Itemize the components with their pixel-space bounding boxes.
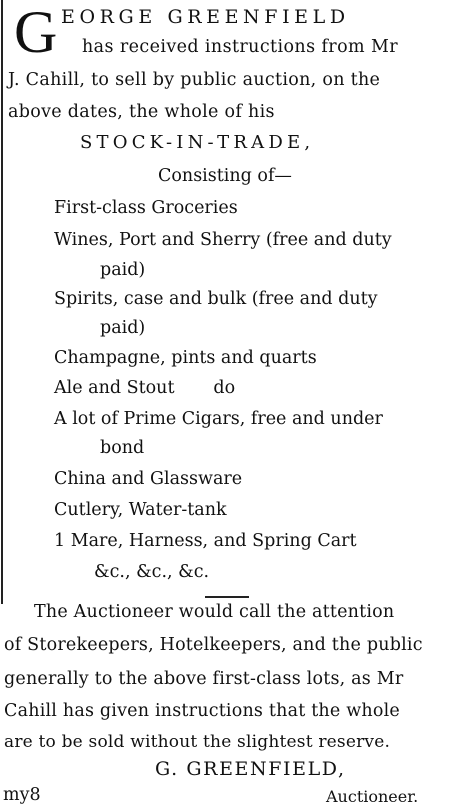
date-code: my8 <box>3 785 41 805</box>
advert-heading: EORGE GREENFIELD <box>61 6 350 28</box>
list-item: A lot of Prime Cigars, free and under <box>54 409 383 429</box>
closing-line: The Auctioneer would call the attention <box>34 602 395 622</box>
list-item: First-class Groceries <box>54 198 238 218</box>
list-item: Champagne, pints and quarts <box>54 348 317 368</box>
drop-cap: G <box>14 0 58 65</box>
column-rule <box>1 0 3 604</box>
section-divider <box>205 596 249 598</box>
intro-line: has received instructions from Mr <box>82 37 399 57</box>
list-item: Wines, Port and Sherry (free and duty <box>54 230 392 250</box>
list-item: paid) <box>100 318 146 338</box>
list-item: Cutlery, Water-tank <box>54 500 227 520</box>
closing-line: Cahill has given instructions that the whole <box>4 701 400 721</box>
list-item: &c., &c., &c. <box>94 562 210 582</box>
consisting-label: Consisting of— <box>158 166 292 186</box>
list-item: Ale and Stout do <box>54 378 236 398</box>
list-item: China and Glassware <box>54 469 243 489</box>
signature-title: Auctioneer. <box>326 787 419 806</box>
intro-line: above dates, the whole of his <box>8 102 275 122</box>
list-item: bond <box>100 438 145 458</box>
closing-line: are to be sold without the slightest reserve. <box>4 732 391 752</box>
list-item: 1 Mare, Harness, and Spring Cart <box>54 531 357 551</box>
stock-heading: STOCK-IN-TRADE, <box>80 132 315 153</box>
list-item: paid) <box>100 260 146 280</box>
list-item: Spirits, case and bulk (free and duty <box>54 289 378 309</box>
intro-line: J. Cahill, to sell by public auction, on the <box>8 70 381 90</box>
closing-line: of Storekeepers, Hotelkeepers, and the public <box>4 635 423 655</box>
closing-line: generally to the above first-class lots, as Mr <box>4 669 404 689</box>
signature: G. GREENFIELD, <box>155 758 346 780</box>
